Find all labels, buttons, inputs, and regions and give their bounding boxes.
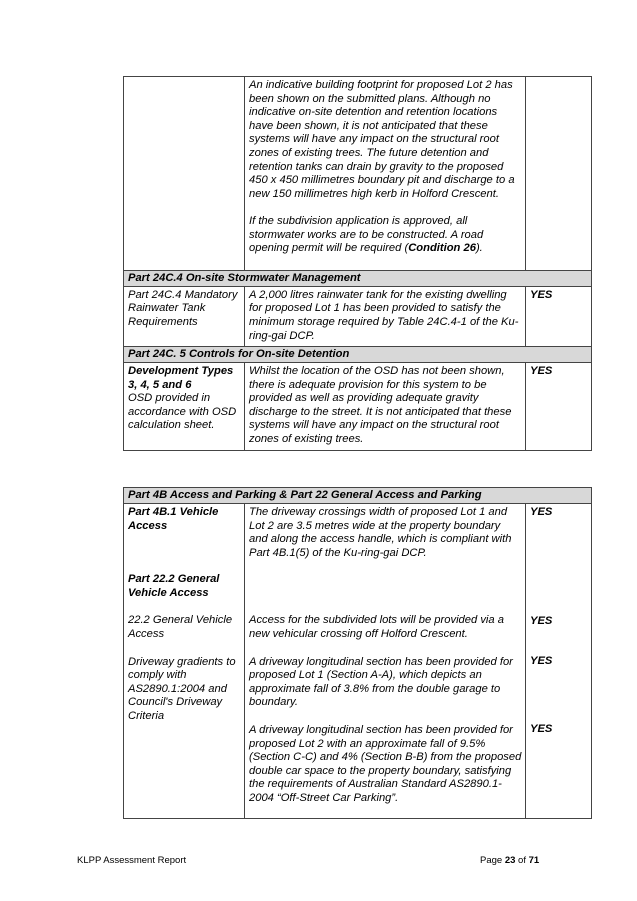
compliance-result: YES [530, 655, 553, 668]
assessment-text: A 2,000 litres rainwater tank for the existing dwelling for proposed Lot 1 has been provided to satisfy the minimum storage required by Table 24C.4-1 of the Ku-ring-gai DCP. [245, 287, 526, 346]
criteria-label: 22.2 General Vehicle Access [128, 614, 233, 640]
section-header-row [124, 270, 591, 286]
section-header-row [124, 488, 591, 503]
assessment-text: A driveway longitudinal section has been provided for proposed Lot 1 (Section A-A), which depicts an approximate fall of 3.8% from the double garage to boundary. [249, 655, 513, 709]
criteria-label-bold: Development Types 3, 4, 5 and 6 [128, 365, 234, 391]
compliance-result: YES [530, 506, 553, 518]
table-cell [124, 77, 245, 270]
criteria-label [124, 363, 245, 450]
criteria-column [124, 504, 245, 818]
current-page: 23 [504, 855, 516, 866]
compliance-result: YES [530, 365, 553, 378]
assessment-text: Whilst the location of the OSD has not been shown, there is adequate provision for this system to be provided as well as providing adequate gravity discharge to the street. It is not anticipated that these systems will have any impact on the structural root zones of existing trees. [245, 363, 526, 450]
compliance-result: YES [530, 722, 553, 735]
criteria-label: Driveway gradients to comply with AS2890.1:2004 and Council's Driveway Criteria [128, 655, 236, 722]
criteria-label: Part 24C.4 Mandatory Rainwater Tank Requirements [124, 287, 245, 346]
table-row [124, 503, 591, 818]
table-row [124, 286, 591, 346]
assessment-column [245, 504, 526, 818]
section-header: Part 4B Access and Parking & Part 22 General Access and Parking [124, 488, 591, 503]
criteria-label-detail: OSD provided in accordance with OSD calculation sheet. [128, 392, 237, 432]
assessment-text: The driveway crossings width of proposed Lot 1 and Lot 2 are 3.5 metres wide at the property boundary and along the access handle, which is compliant with Part 4B.1(5) of the Ku-ring-gai DCP. [249, 506, 512, 559]
footer-title: KLPP Assessment Report [77, 855, 187, 866]
section-header-row [124, 346, 591, 362]
compliance-table-stormwater [123, 76, 592, 451]
compliance-table-access-parking [123, 487, 592, 819]
compliance-result: YES [530, 614, 553, 627]
result-column [526, 504, 591, 818]
assessment-text: A driveway longitudinal section has been provided for proposed Lot 2 with an approximate fall of 9.5% (Section C-C) and 4% (Section B-B) from the proposed double car space to the property boundary, satisfying the requirements of Australian Standard AS2890.1-2004 “Off-Street Car Parking”. [249, 723, 522, 804]
criteria-label: Part 4B.1 Vehicle Access [128, 506, 219, 532]
assessment-text: Access for the subdivided lots will be provided via a new vehicular crossing off Holford Crescent. [249, 614, 504, 640]
section-header: Part 24C.4 On-site Stormwater Management [124, 271, 591, 286]
table-cell [245, 77, 526, 270]
table-cell [526, 77, 591, 270]
compliance-result: YES [530, 288, 553, 301]
condition-reference: Condition 26 [408, 242, 476, 255]
criteria-label: Part 22.2 General Vehicle Access [128, 573, 220, 599]
total-pages: 71 [528, 855, 540, 866]
table-row [124, 77, 591, 270]
table-row [124, 362, 591, 450]
paragraph: If the subdivision application is approved, all stormwater works are to be constructed. A road opening permit will be required (Condition 26). [249, 214, 484, 255]
page-number: Page 23 of 71 [480, 855, 540, 866]
section-header: Part 24C. 5 Controls for On-site Detention [124, 347, 591, 362]
paragraph: An indicative building footprint for proposed Lot 2 has been shown on the submitted plans. Although no indicative on-site detention and retention locations have been shown, it is not anticipated that these systems will have any impact on the structural root zones of existing trees. The future detention and retention tanks can drain by gravity to the proposed 450 x 450 millimetres boundary pit and discharge to a new 150 millimetres high kerb in Holford Crescent. [249, 79, 515, 200]
